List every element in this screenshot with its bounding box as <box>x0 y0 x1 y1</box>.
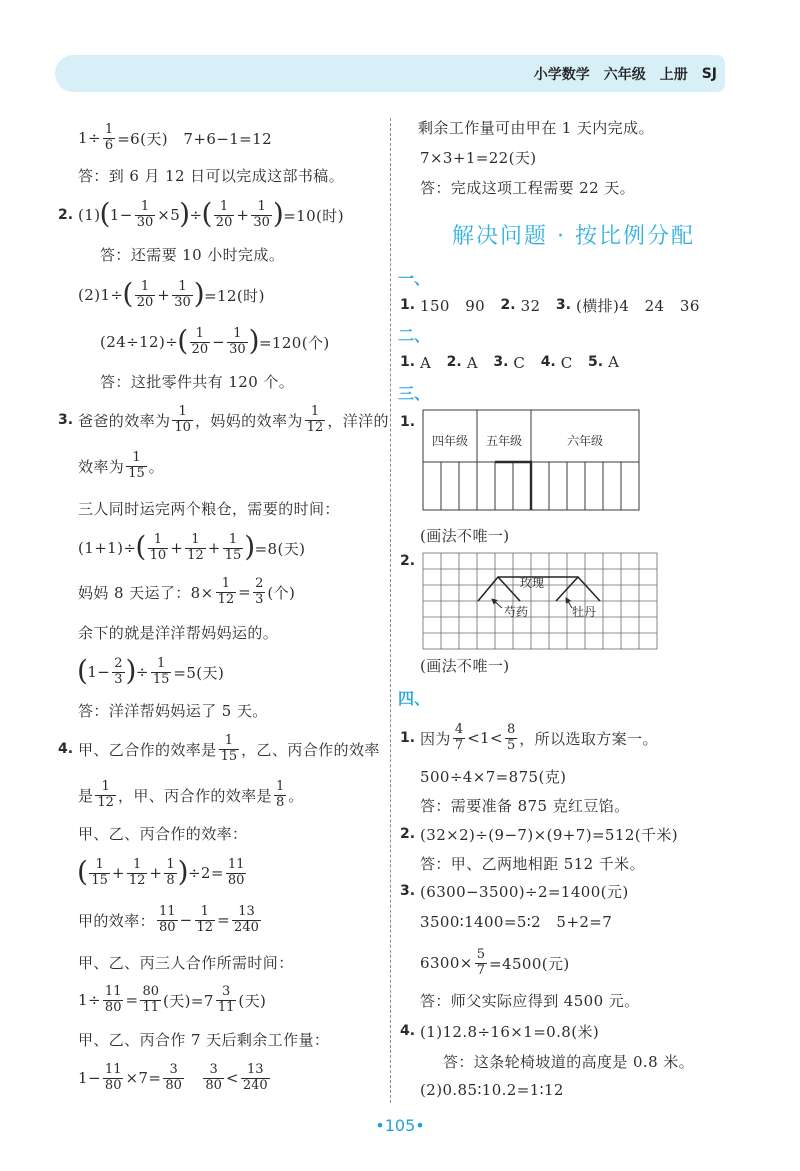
text-run: = <box>238 583 252 601</box>
fraction-numerator: 8 <box>506 721 516 737</box>
fraction-numerator: 11 <box>227 856 245 872</box>
fraction-denominator: 15 <box>91 872 108 888</box>
large-parenthesis: ) <box>248 323 260 357</box>
fraction-denominator: 12 <box>217 591 235 607</box>
column-divider <box>390 118 391 1103</box>
fraction-numerator: 2 <box>114 655 123 671</box>
text-run: ×7= <box>125 1069 162 1087</box>
text-run: 答：洋洋帮妈妈运了 5 天。 <box>78 701 268 720</box>
fraction <box>157 905 178 936</box>
answer-line <box>78 690 268 730</box>
text-run: = <box>125 991 139 1009</box>
fraction <box>226 858 247 889</box>
fraction <box>203 1063 224 1094</box>
answer-line <box>100 322 330 362</box>
fraction <box>135 200 156 231</box>
fraction-numerator: 13 <box>232 905 261 921</box>
item-number: 1. <box>400 414 416 430</box>
large-parenthesis: ) <box>244 529 256 563</box>
fraction-denominator: 240 <box>234 919 259 935</box>
answer-line <box>420 1070 564 1110</box>
fraction <box>135 280 156 311</box>
text-run: =12(时) <box>204 286 265 305</box>
section-marker-1: 一、 <box>398 268 431 288</box>
fraction-numerator: 3 <box>203 1063 224 1079</box>
text-run: 7×3+1=22(天) <box>420 148 537 167</box>
fraction-numerator: 11 <box>104 983 122 999</box>
text-run: − <box>212 333 226 351</box>
inline-item-number: 2. <box>446 354 462 370</box>
fraction-denominator: 10 <box>149 547 167 563</box>
fraction-numerator: 13 <box>241 1063 270 1079</box>
fraction-denominator: 5 <box>506 737 516 753</box>
text-run: 。 <box>148 457 165 476</box>
answer-line <box>400 718 658 758</box>
answer-line <box>420 167 635 207</box>
fraction-numerator: 5 <box>476 946 486 962</box>
fraction <box>274 780 286 811</box>
text-run: (横排)4 24 36 <box>575 296 700 315</box>
text-run: =6(天) 7+6−1=12 <box>117 129 273 148</box>
answer-line <box>100 361 294 401</box>
volume-label: 上册 <box>659 66 688 83</box>
text-run: 。 <box>288 786 304 805</box>
fraction-denominator: 7 <box>476 962 486 978</box>
large-parenthesis: ) <box>272 196 285 230</box>
answer-line <box>58 729 380 769</box>
text-run: 因为 <box>420 729 451 748</box>
fraction <box>241 1063 270 1094</box>
fraction-numerator: 1 <box>95 780 116 796</box>
text-run: 甲、乙、丙合作的效率： <box>78 824 248 843</box>
header-bar <box>55 55 725 92</box>
text-run: 爸爸的效率为 <box>78 411 171 430</box>
book-info <box>534 55 717 92</box>
text-run: 3500∶1400=5∶2 5+2=7 <box>420 912 613 931</box>
large-parenthesis: ( <box>201 196 213 230</box>
fraction-numerator: 3 <box>216 985 237 1001</box>
text-run: 1− <box>109 206 133 224</box>
fraction-denominator: 20 <box>191 341 209 357</box>
answer-line <box>420 645 510 685</box>
fraction-denominator: 12 <box>187 547 204 563</box>
fraction-denominator: 12 <box>128 872 146 888</box>
fraction-denominator: 11 <box>142 999 159 1015</box>
item-number: 2. <box>400 826 416 842</box>
fraction-denominator: 240 <box>242 1077 268 1093</box>
edition-label: SJ <box>701 65 717 82</box>
grade-label: 六年级 <box>603 66 646 83</box>
fraction-denominator: 12 <box>196 919 214 935</box>
fraction <box>140 985 161 1016</box>
fraction-denominator: 30 <box>229 341 246 357</box>
fraction-numerator: 1 <box>166 856 175 872</box>
answer-line <box>400 402 420 442</box>
item-number: 1. <box>400 730 416 746</box>
text-run: ÷2= <box>187 864 224 882</box>
answer-line <box>78 980 266 1020</box>
fraction <box>223 533 244 564</box>
fraction-numerator: 3 <box>163 1063 184 1079</box>
fraction-numerator: 1 <box>219 734 240 750</box>
mudan-label: 牡丹 <box>571 605 597 619</box>
inline-item-number: 4. <box>540 354 556 370</box>
text-run: + <box>207 539 221 557</box>
flowerbed-grid-diagram <box>420 550 660 654</box>
text-run: (1)12.8÷16×1=0.8(米) <box>420 1022 600 1041</box>
fraction <box>185 533 206 564</box>
text-run: (画法不唯一) <box>420 656 510 675</box>
fraction-denominator: 3 <box>114 671 123 687</box>
inline-item-number: 5. <box>588 354 604 370</box>
answer-line <box>78 118 272 158</box>
large-parenthesis: ( <box>135 529 147 563</box>
large-parenthesis: ) <box>125 653 137 687</box>
answer-line <box>400 342 619 382</box>
large-parenthesis: ) <box>179 196 191 230</box>
item-number: 2. <box>400 553 416 569</box>
item-number: 4. <box>58 741 74 757</box>
text-run: =8(天) <box>254 539 306 558</box>
fraction-numerator: 1 <box>148 533 169 549</box>
text-run: 是 <box>78 786 94 805</box>
text-run: 答：这条轮椅坡道的高度是 0.8 米。 <box>443 1052 694 1071</box>
fraction <box>305 405 326 436</box>
text-run: 答：到 6 月 12 日可以完成这部书稿。 <box>78 166 345 185</box>
text-run: =120(个) <box>258 333 330 352</box>
section-marker-4: 四、 <box>398 688 431 708</box>
inline-item-number: 3. <box>555 297 571 313</box>
text-run: (天) <box>238 991 267 1010</box>
fraction <box>112 657 124 688</box>
fraction <box>103 985 124 1016</box>
fraction <box>216 985 237 1016</box>
text-run: 500÷4×7=875(克) <box>420 767 567 786</box>
fraction <box>163 1063 184 1094</box>
fraction-numerator: 4 <box>454 721 464 737</box>
text-run: 甲、乙、丙合作 7 天后剩余工作量： <box>78 1030 330 1049</box>
text-run: ÷ <box>189 206 203 224</box>
text-run: A <box>420 353 447 372</box>
answer-line <box>78 155 344 195</box>
fraction <box>216 577 237 608</box>
item-number: 3. <box>400 883 416 899</box>
fraction <box>95 780 116 811</box>
answer-line <box>78 853 248 893</box>
text-run: (个) <box>267 583 296 602</box>
fraction <box>232 905 261 936</box>
fraction-denominator: 15 <box>128 465 145 481</box>
item-number: 3. <box>58 412 74 428</box>
answer-line <box>78 528 305 568</box>
fraction-denominator: 80 <box>227 872 245 888</box>
fraction-denominator: 80 <box>159 919 176 935</box>
fraction-numerator: 1 <box>104 121 114 137</box>
answer-line <box>58 195 344 235</box>
text-run: 甲的效率： <box>78 911 156 930</box>
text-run: <1< <box>467 729 503 747</box>
fraction-denominator: 80 <box>165 1077 182 1093</box>
text-run: (1+1)÷ <box>78 539 137 557</box>
fraction <box>172 405 193 436</box>
text-run: 余下的就是洋洋帮妈妈运的。 <box>78 623 279 642</box>
answer-line <box>400 285 700 325</box>
item-number: 1. <box>400 297 416 313</box>
answer-line <box>100 234 284 274</box>
text-run: C <box>560 353 589 372</box>
text-run: 32 <box>520 296 556 315</box>
answer-line <box>78 1058 272 1098</box>
fraction-numerator: 1 <box>214 200 235 216</box>
text-run: + <box>111 864 125 882</box>
fraction-numerator: 11 <box>159 903 176 919</box>
text-run <box>186 1068 201 1089</box>
answer-line <box>78 488 340 528</box>
text-run: (32×2)÷(9−7)×(9+7)=512(千米) <box>420 825 679 844</box>
fraction-numerator: 1 <box>151 657 172 673</box>
item-number: 1. <box>400 354 416 370</box>
fraction-numerator: 1 <box>305 405 326 421</box>
fraction <box>164 858 176 889</box>
text-run: (24÷12)÷ <box>100 333 179 351</box>
fraction-denominator: 20 <box>215 214 233 230</box>
fraction-denominator: 15 <box>224 547 242 563</box>
fraction-denominator: 11 <box>217 999 235 1015</box>
fraction <box>103 123 115 154</box>
text-run: (2)1÷ <box>78 286 124 304</box>
text-run: C <box>513 353 541 372</box>
fraction-numerator: 1 <box>89 858 110 874</box>
text-run: A <box>608 353 620 371</box>
answer-line <box>78 446 164 486</box>
rose-label: 玫瑰 <box>519 576 545 590</box>
text-run: 1− <box>78 1069 101 1087</box>
text-run: =4500(元) <box>489 954 570 973</box>
answer-line <box>58 400 389 440</box>
fraction-denominator: 8 <box>166 872 175 888</box>
text-run: 1÷ <box>78 129 101 147</box>
section-marker-2: 二、 <box>398 325 431 345</box>
large-parenthesis: ) <box>177 854 189 888</box>
text-run: + <box>236 206 250 224</box>
fraction <box>151 657 172 688</box>
text-run: ，乙、丙合作的效率 <box>241 740 380 759</box>
grade-5-label: 五年级 <box>485 434 523 448</box>
section-heading: 解决问题 · 按比例分配 <box>452 223 695 249</box>
fraction-denominator: 80 <box>205 1077 222 1093</box>
text-run: 甲、乙、丙三人合作所需时间： <box>78 953 294 972</box>
item-number: 2. <box>58 207 74 223</box>
text-run: + <box>157 286 171 304</box>
fraction-numerator: 1 <box>172 280 193 296</box>
large-parenthesis: ( <box>77 854 89 888</box>
fraction-numerator: 1 <box>216 577 237 593</box>
fraction-numerator: 1 <box>185 533 206 549</box>
fraction-denominator: 15 <box>220 748 238 764</box>
fraction-denominator: 20 <box>136 294 154 310</box>
answer-line <box>400 541 420 581</box>
fraction-numerator: 1 <box>223 533 244 549</box>
text-run: =10(时) <box>283 206 344 225</box>
text-run: 答：还需要 10 小时完成。 <box>100 245 285 264</box>
fraction-denominator: 7 <box>454 737 464 753</box>
fraction-denominator: 30 <box>136 214 154 230</box>
fraction <box>227 327 248 358</box>
grade-6-label: 六年级 <box>566 434 604 448</box>
answer-line <box>78 612 278 652</box>
text-run: ÷ <box>135 663 149 681</box>
text-run: + <box>149 864 163 882</box>
fraction <box>251 200 272 231</box>
fraction <box>127 858 148 889</box>
fraction <box>172 280 193 311</box>
inline-item-number: 3. <box>493 354 509 370</box>
text-run: ×5 <box>157 206 181 224</box>
answer-line <box>420 943 570 983</box>
text-run: 150 90 <box>420 296 501 315</box>
answer-line <box>78 572 295 612</box>
fraction-denominator: 80 <box>104 999 122 1015</box>
fraction <box>89 858 110 889</box>
text-run: 妈妈 8 天运了：8× <box>78 583 214 602</box>
fraction <box>505 723 517 754</box>
page-number: •105• <box>375 1116 425 1135</box>
text-run: (2)0.85∶10.2=1∶12 <box>420 1081 564 1099</box>
fraction-numerator: 1 <box>135 280 156 296</box>
text-run: 答：甲、乙两地相距 512 千米。 <box>420 854 645 873</box>
subject-label: 小学数学 <box>533 66 590 83</box>
fraction-numerator: 1 <box>172 405 193 421</box>
text-run: 答：师父实际应得到 4500 元。 <box>420 991 640 1010</box>
text-run: (1) <box>78 206 101 224</box>
fraction <box>148 533 169 564</box>
text-run: 答：这批零件共有 120 个。 <box>100 372 295 391</box>
large-parenthesis: ( <box>122 276 134 310</box>
large-parenthesis: ( <box>99 196 111 230</box>
grade-ratio-diagram <box>420 405 645 515</box>
fraction-denominator: 10 <box>174 419 191 435</box>
fraction-denominator: 12 <box>306 419 324 435</box>
fraction <box>219 734 240 765</box>
fraction <box>253 577 265 608</box>
fraction-numerator: 1 <box>251 200 272 216</box>
large-parenthesis: ) <box>193 276 206 310</box>
large-parenthesis: ( <box>77 653 89 687</box>
fraction-numerator: 1 <box>227 327 248 343</box>
fraction <box>126 451 147 482</box>
text-run: 剩余工作量可由甲在 1 天内完成。 <box>418 118 654 137</box>
text-run: 三人同时运完两个粮仓，需要的时间： <box>78 499 340 518</box>
fraction-denominator: 12 <box>97 794 114 810</box>
fraction <box>475 948 487 979</box>
text-run: 答：完成这项工程需要 22 天。 <box>420 178 636 197</box>
text-run: 6300× <box>420 954 473 972</box>
text-run: (画法不唯一) <box>420 526 510 545</box>
fraction-numerator: 11 <box>104 1061 122 1077</box>
fraction-numerator: 1 <box>127 858 148 874</box>
fraction <box>195 905 216 936</box>
fraction-denominator: 8 <box>275 794 285 810</box>
fraction-denominator: 6 <box>104 137 114 153</box>
fraction-denominator: 15 <box>152 671 170 687</box>
fraction-numerator: 1 <box>126 451 147 467</box>
answer-line <box>78 652 224 692</box>
text-run: + <box>170 539 184 557</box>
fraction <box>190 327 211 358</box>
text-run: (6300−3500)÷2=1400(元) <box>420 882 629 901</box>
fraction <box>103 1063 124 1094</box>
fraction-numerator: 2 <box>255 575 264 591</box>
large-parenthesis: ( <box>177 323 189 357</box>
text-run: ，洋洋的 <box>327 411 389 430</box>
square-grid <box>423 553 657 649</box>
fraction-numerator: 1 <box>190 327 211 343</box>
answer-line <box>420 901 612 941</box>
text-run: =5(天) <box>173 663 225 682</box>
answer-line <box>78 813 247 853</box>
text-run: ，妈妈的效率为 <box>194 411 303 430</box>
text-run: 甲、乙合作的效率是 <box>78 740 217 759</box>
fraction <box>453 723 465 754</box>
inline-item-number: 2. <box>500 297 516 313</box>
fraction-denominator: 30 <box>253 214 270 230</box>
text-run: A <box>466 353 494 372</box>
fraction-denominator: 3 <box>255 591 264 607</box>
fraction-denominator: 80 <box>104 1077 122 1093</box>
fraction-numerator: 1 <box>195 905 216 921</box>
text-run: < <box>225 1069 239 1087</box>
answer-line <box>420 515 510 555</box>
answer-line <box>78 942 294 982</box>
text-run: 1÷ <box>78 991 101 1009</box>
section-marker-3: 三、 <box>398 383 431 403</box>
answer-line <box>78 775 304 815</box>
answer-line <box>78 900 263 940</box>
fraction <box>214 200 235 231</box>
text-run: (天)=7 <box>162 991 214 1010</box>
text-run: − <box>179 911 193 929</box>
fraction-numerator: 1 <box>135 200 156 216</box>
text-run: 效率为 <box>78 457 125 476</box>
text-run: 答：需要准备 875 克红豆馅。 <box>420 796 630 815</box>
answer-line <box>78 1019 329 1059</box>
text-run: 1− <box>87 663 111 681</box>
item-number: 4. <box>400 1023 416 1039</box>
text-run: ，甲、丙合作的效率是 <box>117 786 272 805</box>
fraction-numerator: 80 <box>142 983 159 999</box>
text-run: = <box>217 911 231 929</box>
answer-line <box>78 275 265 315</box>
fraction-numerator: 1 <box>275 778 285 794</box>
shaoyao-label: 芍药 <box>503 605 529 619</box>
fraction-denominator: 30 <box>174 294 191 310</box>
grade-4-label: 四年级 <box>431 434 469 448</box>
text-run: ，所以选取方案一。 <box>519 729 658 748</box>
